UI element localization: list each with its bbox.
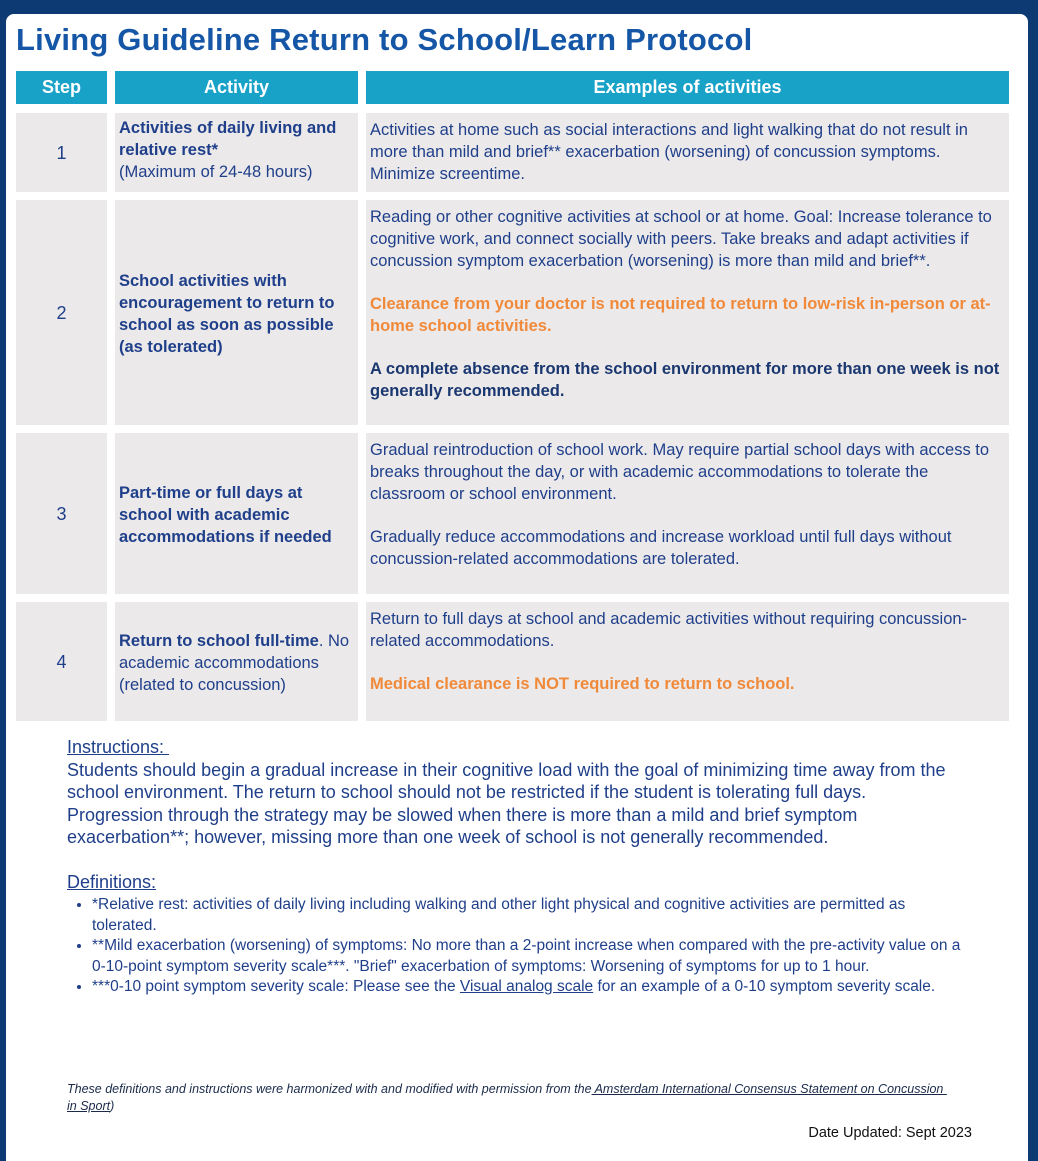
header-step: Step <box>16 71 107 104</box>
step-2: 2 <box>16 200 107 425</box>
activity-1 <box>115 113 358 192</box>
definition-severity-scale <box>92 977 967 998</box>
protocol-page <box>6 14 1028 1161</box>
page-title: Living Guideline Return to School/Learn Protocol <box>16 22 753 57</box>
step-4: 4 <box>16 602 107 721</box>
examples-1-text: Activities at home such as social interactions and light walking that do not result in more than mild and brief** exacerbation (worsening) of concussion symptoms. Minimize screentime. <box>370 121 968 183</box>
activity-4-title: Return to school full-time <box>119 632 319 650</box>
activity-4-note: . No academic accommodations (related to concussion) <box>119 632 350 694</box>
date-updated: Date Updated: Sept 2023 <box>808 1125 972 1141</box>
examples-4-clearance-note: Medical clearance is NOT required to return to school. <box>370 675 795 693</box>
definition-relative-rest: • *Relative rest: activities of daily living including walking and other light physical and cognitive activities are permitted as tolerated. <box>92 895 967 936</box>
examples-3-text-2: Gradually reduce accommodations and increase workload until full days without concussion-related accommodations are tolerated. <box>370 528 952 568</box>
activity-3 <box>115 433 358 594</box>
examples-4 <box>366 602 1009 721</box>
examples-3 <box>366 433 1009 594</box>
examples-2-clearance-note: Clearance from your doctor is not required to return to low-risk in-person or at-home school activities. <box>370 295 991 335</box>
instructions-heading: Instructions: <box>67 737 170 757</box>
definition-mild-exacerbation: • **Mild exacerbation (worsening) of symptoms: No more than a 2-point increase when compared with the pre-activity value on a 0-10-point symptom severity scale***. "Brief" exacerbation of symptoms: Worsening of symptoms for up to 1 hour. <box>92 936 967 977</box>
examples-2-text: Reading or other cognitive activities at school or at home. Goal: Increase tolerance to cognitive work, and connect socially with peers. Take breaks and adapt activities if concussion symptom exacerbation (worsening) is more than mild and brief**. <box>370 208 992 270</box>
activity-3-title: Part-time or full days at school with academic accommodations if needed <box>119 484 332 546</box>
activity-4 <box>115 602 358 721</box>
examples-3-text: Gradual reintroduction of school work. May require partial school days with access to breaks throughout the day, or with academic accommodations to tolerate the classroom or school environment. <box>370 441 990 503</box>
footnote-end: ) <box>110 1099 115 1113</box>
activity-2 <box>115 200 358 425</box>
examples-4-text: Return to full days at school and academic activities without requiring concussion-related accommodations. <box>370 610 968 650</box>
examples-2-absence-note: A complete absence from the school environment for more than one week is not generally recommended. <box>370 360 1000 400</box>
instructions-section <box>67 736 967 849</box>
definitions-heading: Definitions: <box>67 872 157 892</box>
header-examples: Examples of activities <box>366 71 1009 104</box>
activity-1-title: Activities of daily living and relative rest* <box>119 119 337 159</box>
definitions-section <box>67 871 967 998</box>
step-1: 1 <box>16 113 107 192</box>
consensus-statement-link[interactable]: Amsterdam International Consensus Statement on Concussion in Sport <box>67 1082 947 1113</box>
footnote-text: These definitions and instructions were harmonized with and modified with permission from the <box>67 1082 592 1096</box>
footnote <box>67 1081 947 1115</box>
definitions-list <box>67 895 967 998</box>
visual-analog-scale-link[interactable]: Visual analog scale <box>459 978 594 995</box>
step-3: 3 <box>16 433 107 594</box>
examples-2 <box>366 200 1009 425</box>
instructions-text: Students should begin a gradual increase in their cognitive load with the goal of minimizing time away from the school environment. The return to school should not be restricted if the student is tolerating full days. Progression through the strategy may be slowed when there is more than a mild and brief symptom exacerbation**; however, missing more than one week of school is not generally recommended. <box>67 759 946 847</box>
definition-severity-scale-end: for an example of a 0-10 symptom severity scale. <box>593 978 936 995</box>
examples-1 <box>366 113 1009 192</box>
definition-severity-scale-text: ***0-10 point symptom severity scale: Please see the <box>92 978 460 995</box>
header-activity: Activity <box>115 71 358 104</box>
activity-2-title: School activities with encouragement to return to school as soon as possible (as tolerated) <box>119 272 335 356</box>
activity-1-note: (Maximum of 24-48 hours) <box>119 163 313 181</box>
